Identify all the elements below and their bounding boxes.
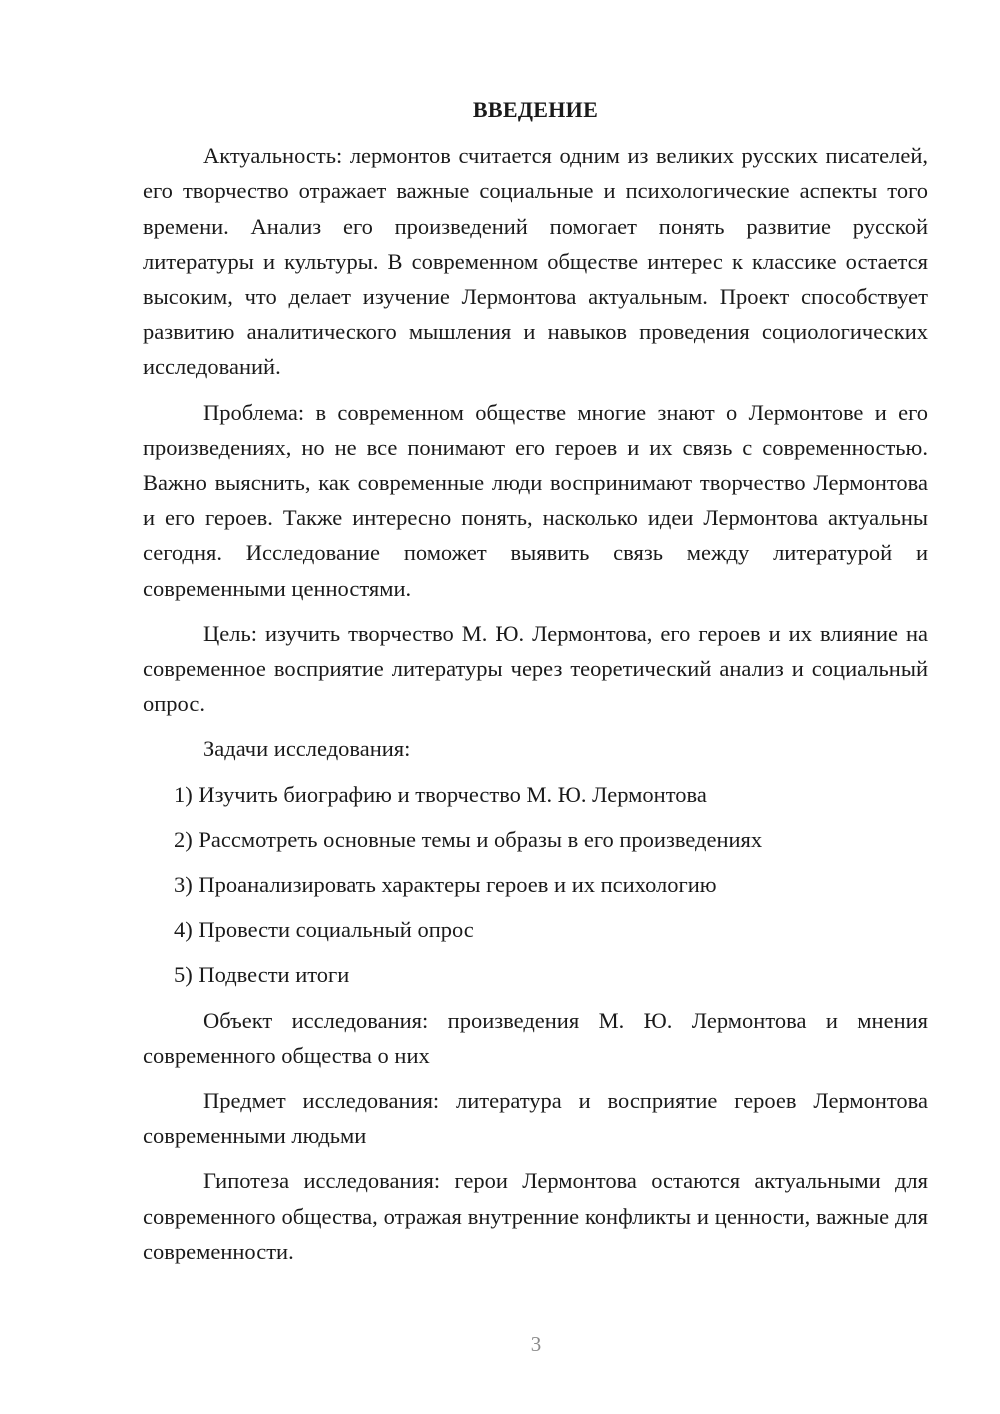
relevance-paragraph: Актуальность: лермонтов считается одним из великих русских писателей, его творчество отражает важные социальные и психологические аспекты того времени. Анализ его произведений помогает понять развитие русской литературы и культуры. В современном обществе интерес к классике остается высоким, что делает изучение Лермонтова актуальным. Проект способствует развитию аналитического мышления и навыков проведения социологических исследований.: [143, 143, 928, 380]
hypothesis-paragraph: Гипотеза исследования: герои Лермонтова остаются актуальными для современного общества, отражая внутренние конфликты и ценности, важные для современности.: [143, 1168, 928, 1264]
task-item: 2) Рассмотреть основные темы и образы в его произведениях: [174, 826, 763, 852]
tasks-title: Задачи исследования:: [203, 736, 411, 762]
object-paragraph: Объект исследования: произведения М. Ю. Лермонтова и мнения современного общества о них: [143, 1007, 928, 1068]
problem-paragraph: Проблема: в современном обществе многие знают о Лермонтове и его произведениях, но не все понимают его героев и их связь с современностью. Важно выяснить, как современные люди воспринимают творчество Лермонтова и его героев. Также интересно понять, насколько идеи Лермонтова актуальны сегодня. Исследование поможет выявить связь между литературой и современными ценностями.: [143, 399, 928, 601]
task-item: 4) Провести социальный опрос: [174, 917, 474, 943]
goal-paragraph: Цель: изучить творчество М. Ю. Лермонтова, его героев и их влияние на современное восприятие литературы через теоретический анализ и социальный опрос.: [143, 620, 928, 717]
subject-paragraph: Предмет исследования: литература и восприятие героев Лермонтова современными людьми: [143, 1088, 928, 1149]
section-heading: ВВЕДЕНИЕ: [472, 97, 599, 122]
tasks-list: [143, 777, 928, 993]
task-item: 3) Проанализировать характеры героев и их психологию: [174, 872, 717, 898]
task-item: 5) Подвести итоги: [174, 962, 350, 988]
task-item: 1) Изучить биографию и творчество М. Ю. Лермонтова: [174, 781, 707, 807]
page-number: 3: [530, 1332, 542, 1356]
document-page: [143, 92, 928, 1279]
